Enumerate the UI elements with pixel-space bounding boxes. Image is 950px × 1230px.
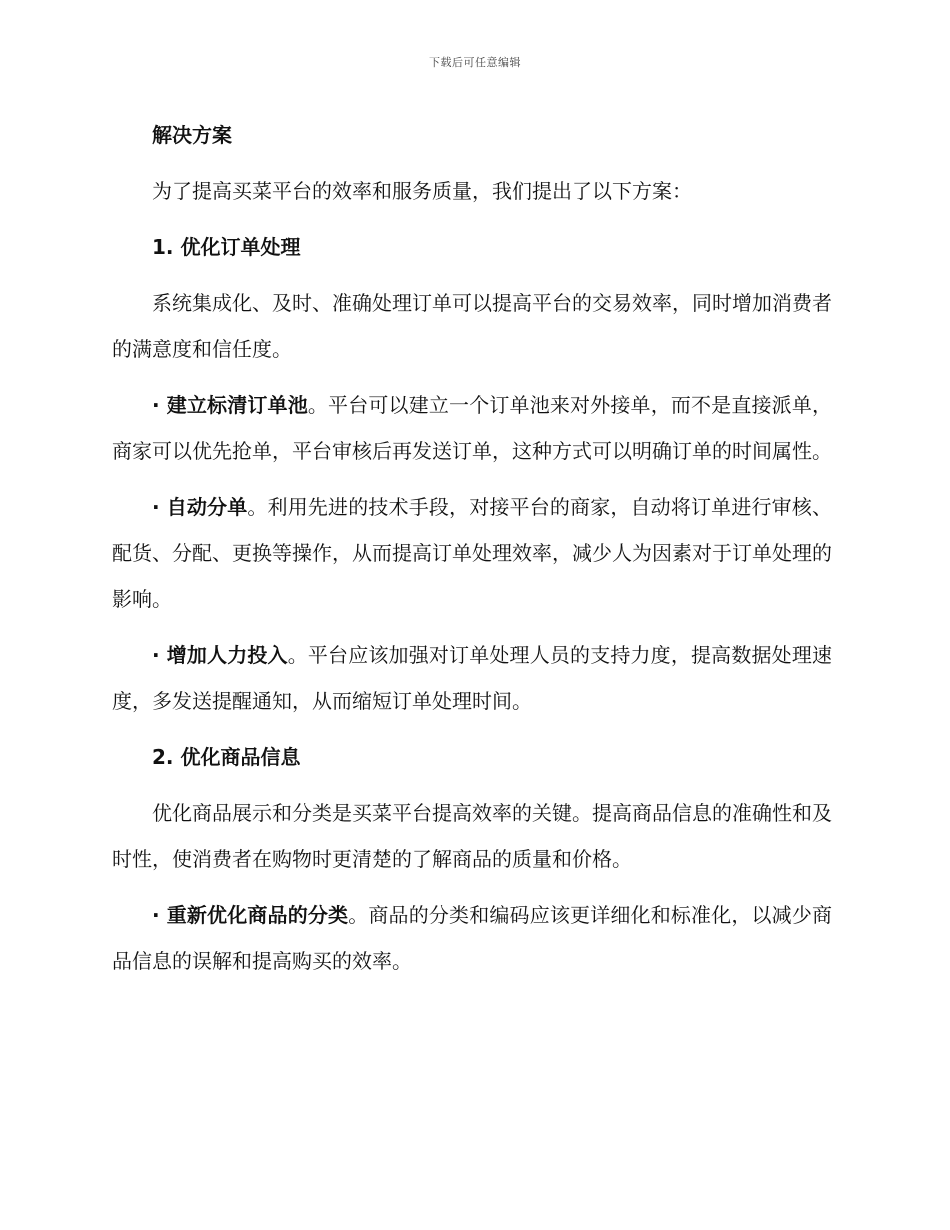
item-label: · 自动分单	[152, 495, 248, 519]
part1-item-auto-dispatch	[112, 484, 832, 622]
part1-item-staffing	[112, 632, 832, 724]
intro-paragraph: 为了提高买菜平台的效率和服务质量，我们提出了以下方案：	[152, 179, 692, 203]
section-title: 解决方案	[152, 123, 232, 147]
document-body	[112, 112, 832, 994]
part2-description: 优化商品展示和分类是买菜平台提高效率的关键。提高商品信息的准确性和及时性，使消费者在购物时更清楚的了解商品的质量和价格。	[112, 801, 832, 871]
item-text: 。平台可以建立一个订单池来对外接单，而不是直接派单，商家可以优先抢单，平台审核后再发送订单，这种方式可以明确订单的时间属性。	[112, 393, 833, 463]
item-text: 。利用先进的技术手段，对接平台的商家，自动将订单进行审核、配货、分配、更换等操作，从而提高订单处理效率，减少人为因素对于订单处理的影响。	[112, 495, 833, 611]
item-label: · 重新优化商品的分类	[152, 903, 349, 927]
item-label: · 建立标清订单池	[152, 393, 308, 417]
item-label: · 增加人力投入	[152, 643, 288, 667]
part2-title: 2. 优化商品信息	[152, 745, 301, 769]
part1-title: 1. 优化订单处理	[152, 235, 301, 259]
page-header: 下载后可任意编辑	[429, 56, 521, 69]
part1-description: 系统集成化、及时、准确处理订单可以提高平台的交易效率，同时增加消费者的满意度和信任度。	[112, 291, 832, 361]
part2-item-reclassify	[112, 892, 832, 984]
part1-item-order-pool	[112, 382, 832, 474]
item-text: 。平台应该加强对订单处理人员的支持力度，提高数据处理速度，多发送提醒通知，从而缩短订单处理时间。	[112, 643, 833, 713]
item-text: 。商品的分类和编码应该更详细化和标准化，以减少商品信息的误解和提高购买的效率。	[112, 903, 833, 973]
